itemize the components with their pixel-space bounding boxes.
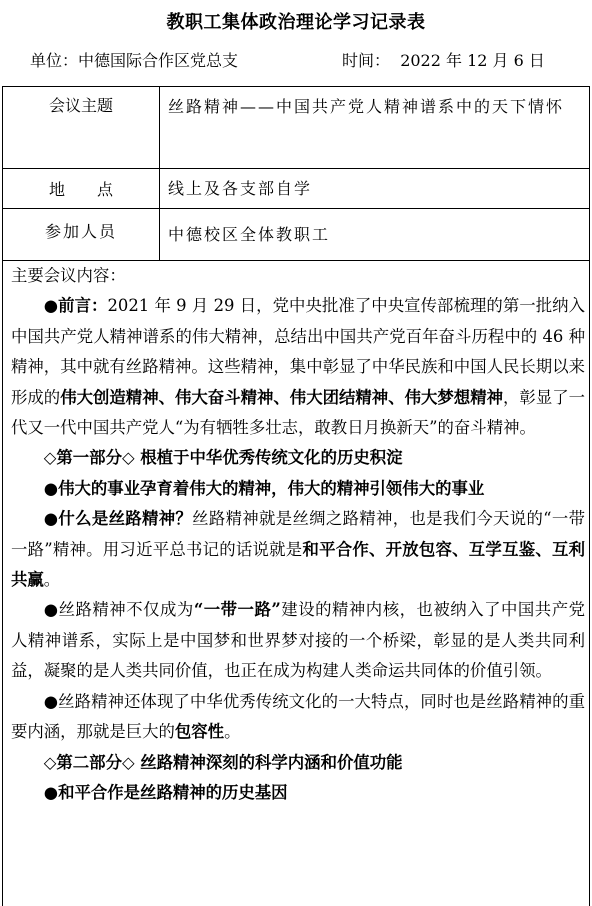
preface-label: 前言： xyxy=(58,296,108,316)
record-table xyxy=(2,86,590,906)
topic-value: 丝路精神——中国共产党人精神谱系中的天下情怀 xyxy=(168,97,565,116)
tolerance-paragraph xyxy=(11,687,585,748)
belt-road-term: “一带一路” xyxy=(193,600,281,620)
answer-end: 。 xyxy=(43,570,61,590)
preface-text-end: ，彰显了一代又一代中国共产党人“为有牺牲多壮志，敢教日月换新天”的奋斗精神。 xyxy=(11,387,586,438)
attendees-label-cell xyxy=(3,209,160,260)
part1-heading: ◇第一部分◇ 根植于中华优秀传统文化的历史积淀 xyxy=(43,448,403,468)
place-label: 地点 xyxy=(48,180,145,199)
content-heading: 主要会议内容： xyxy=(11,266,126,285)
spirit-core-text-a: ●丝路精神不仅成为 xyxy=(43,600,194,620)
what-is-silk-road-paragraph xyxy=(11,504,585,595)
attendees-label: 参加人员 xyxy=(44,222,117,241)
preface-text: 2021 年 9 月 29 日，党中央批准了中央宣传部梳理的第一批纳入中国共产党人精神谱系的伟大精神，总结出中国共产党百年奋斗历程中的 46 种精神，其中就有丝路精神。这些精神，集中彰显了中华民族和中国人民长期以来形成的 xyxy=(11,296,586,407)
place-value: 线上及各支部自学 xyxy=(168,179,313,198)
meeting-content xyxy=(11,261,585,808)
topic-label-cell xyxy=(3,87,160,168)
time-field xyxy=(342,48,545,71)
spirit-core-text-b: 建设的精神内核，也被纳入了中国共产党人精神谱系，实际上是中国梦和世界梦对接的一个桥梁，彰显的是人类共同利益，凝聚的是人类共同价值，也正在成为构建人类命运共同体的价值引领。 xyxy=(11,600,585,681)
unit-label: 单位：中德国际合作区党总支 xyxy=(30,51,239,70)
answer-text: 丝路精神就是丝绸之路精神，也是我们今天说的“一带一路”精神。用习近平总书记的话说就是 xyxy=(11,509,585,559)
preface-highlight: 伟大创造精神、伟大奋斗精神、伟大团结精神、伟大梦想精神 xyxy=(60,387,504,407)
place-row xyxy=(3,169,589,209)
peace-cooperation-paragraph xyxy=(11,778,585,808)
tolerance-end: 。 xyxy=(224,722,241,742)
attendees-value: 中德校区全体教职工 xyxy=(168,225,331,244)
part2-heading: ◇第二部分◇ 丝路精神深刻的科学内涵和价值功能 xyxy=(43,752,403,772)
spirit-core-paragraph xyxy=(11,595,585,686)
great-cause-text: ●伟大的事业孕育着伟大的精神，伟大的精神引领伟大的事业 xyxy=(43,478,485,498)
answer-highlight: 和平合作、开放包容、互学互鉴、互利共赢 xyxy=(11,539,585,590)
great-cause-paragraph xyxy=(11,474,585,504)
tolerance-highlight: 包容性 xyxy=(174,722,225,742)
peace-cooperation-text: ●和平合作是丝路精神的历史基因 xyxy=(43,782,288,802)
time-label: 时间： xyxy=(342,51,391,70)
question-text: ●什么是丝路精神？ xyxy=(43,509,193,529)
time-value: 2022 年 12 月 6 日 xyxy=(400,51,545,70)
place-label-cell xyxy=(3,169,160,208)
topic-row xyxy=(3,87,589,169)
attendees-row xyxy=(3,209,589,261)
preface-paragraph xyxy=(11,291,585,443)
tolerance-text: ●丝路精神还体现了中华优秀传统文化的一大特点，同时也是丝路精神的重要内涵，那就是巨大的 xyxy=(11,691,585,742)
bullet-icon: ● xyxy=(43,296,59,316)
page-title: 教职工集体政治理论学习记录表 xyxy=(166,12,426,33)
topic-label: 会议主题 xyxy=(48,96,113,115)
